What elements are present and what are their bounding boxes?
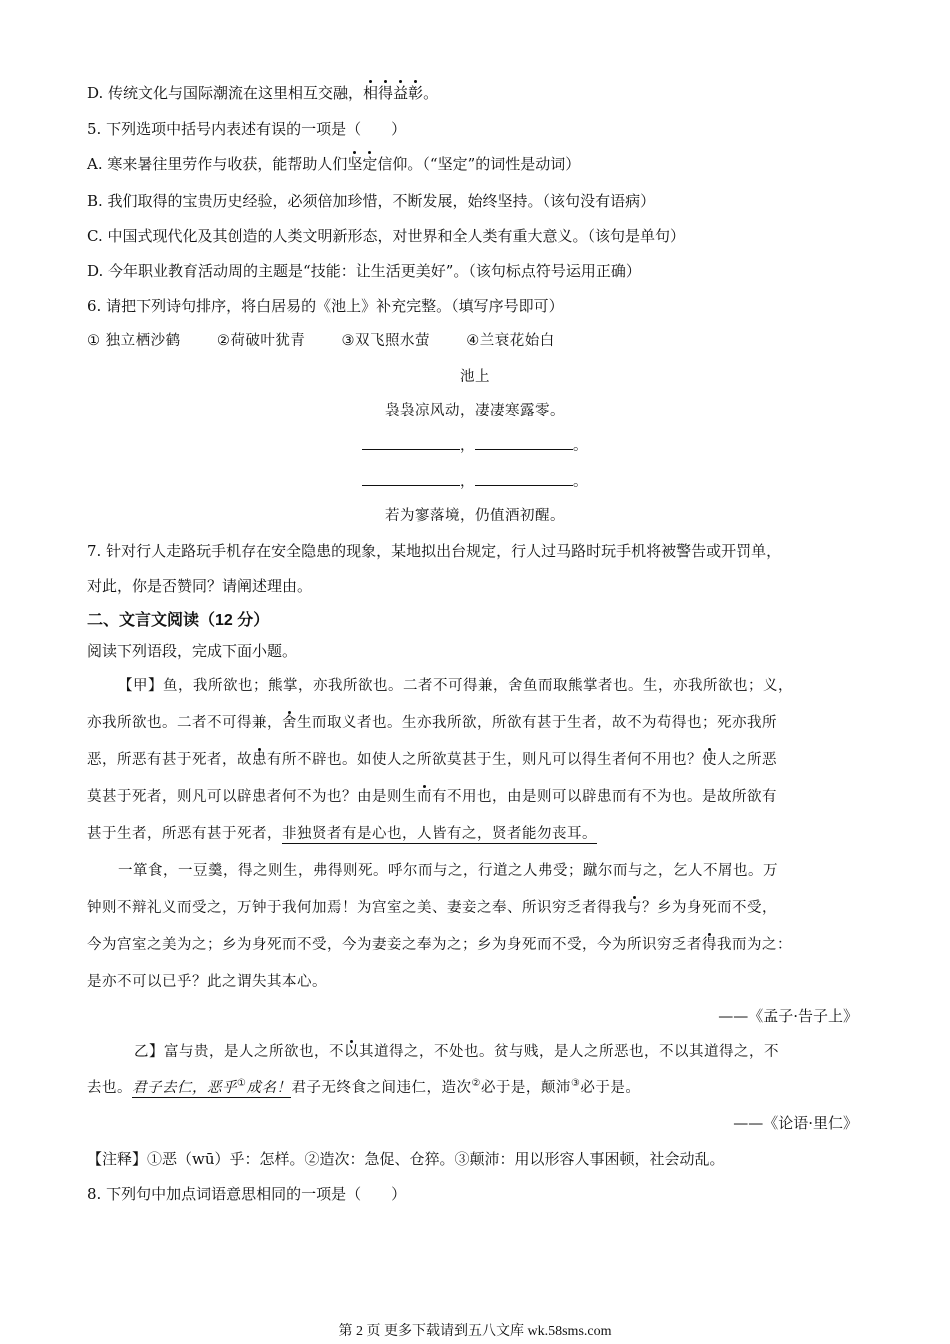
q7-line-2: 对此，你是否赞同？请阐述理由。 bbox=[87, 577, 313, 595]
q7-line-1: 7. 针对行人走路玩手机存在安全隐患的现象，某地拟出台规定，行人过马路时玩手机将被警告或开罚单， bbox=[87, 542, 782, 560]
underlined-sentence: 非独贤者有是心也，人皆有之，贤者能勿丧耳。 bbox=[282, 826, 597, 842]
passage-yi-line-1: 乙】富与贵，是人之所欲也，不以其道得之，不处也。贫与贱，是人之所恶也，不以其道得之，不 bbox=[134, 1044, 779, 1060]
answer-blank[interactable] bbox=[475, 436, 573, 450]
poem-line-4: 若为寥落境，仍值酒初醒。 bbox=[385, 508, 565, 524]
passage-yi-source: ——《论语·里仁》 bbox=[733, 1114, 858, 1132]
passage-jia-source: ——《孟子·告子上》 bbox=[718, 1007, 858, 1025]
answer-blank[interactable] bbox=[475, 472, 573, 486]
poem-blank-line-2: ， 。 bbox=[0, 436, 950, 456]
passage-jia-line-4: 莫甚于死者，则凡可以辟患者何不为也？由是则生而有不用也，由是则可以辟患而有不为也。是故所欲有 bbox=[87, 789, 777, 805]
dotted-char: 坚 bbox=[347, 155, 363, 173]
passage-jia-line-5: 甚于生者，所恶有甚于死者，非独贤者有是心也，人皆有之，贤者能勿丧耳。 bbox=[87, 826, 597, 842]
dotted-char: 相 bbox=[363, 84, 379, 102]
passage-jia-line-3: 恶，所恶有甚于死者，故患有所不辟也。如使人之所欲莫甚于生，则凡可以得生者何不用也？使人之所恶 bbox=[87, 752, 777, 768]
passage-jia-line-1: 【甲】鱼，我所欲也；熊掌，亦我所欲也。二者不可得兼，舍鱼而取熊掌者也。生，亦我所欲也；义， bbox=[118, 678, 793, 694]
dotted-char: 得 bbox=[702, 937, 717, 953]
passage-jia-line-6: 一箪食，一豆羹，得之则生，弗得则死。呼尔而与之，行道之人弗受；蹴尔而与之，乞人不屑也。万 bbox=[118, 863, 778, 879]
passage-jia-line-2: 亦我所欲也。二者不可得兼，舍生而取义者也。生亦我所欲，所欲有甚于生者，故不为苟得也；死亦我所 bbox=[87, 715, 777, 731]
q5-option-d: D. 今年职业教育活动周的主题是“技能：让生活更美好”。（该句标点符号运用正确） bbox=[87, 262, 641, 280]
dotted-char: 而 bbox=[417, 789, 432, 805]
q6-options bbox=[87, 331, 555, 351]
dotted-char: 与 bbox=[627, 900, 642, 916]
answer-blank[interactable] bbox=[362, 472, 460, 486]
q4-option-d: D. 传统文化与国际潮流在这里相互交融，相得益彰。 bbox=[87, 84, 439, 102]
dotted-char: 定 bbox=[362, 155, 378, 173]
dotted-char: 患 bbox=[252, 752, 267, 768]
annotation-note: 【注释】①恶（wū）乎：怎样。②造次：急促、仓猝。③颠沛：用以形容人事困顿，社会动乱。 bbox=[87, 1150, 725, 1168]
q6-option: ②荷破叶犹青 bbox=[216, 333, 306, 349]
answer-blank[interactable] bbox=[362, 436, 460, 450]
q6-stem: 6. 请把下列诗句排序，将白居易的《池上》补充完整。（填写序号即可） bbox=[87, 297, 564, 315]
underlined-sentence: 君子去仁，恶乎①成名！ bbox=[132, 1078, 292, 1096]
poem-title: 池上 bbox=[460, 369, 490, 385]
passage-yi-line-2: 去也。君子去仁，恶乎①成名！君子无终食之间违仁，造次②必于是，颠沛③必于是。 bbox=[87, 1078, 641, 1096]
passage-jia-line-8: 今为宫室之美为之；乡为身死而不受，今为妻妾之奉为之；乡为身死而不受，今为所识穷乏者得我而为之： bbox=[87, 937, 792, 953]
q6-option: ① 独立栖沙鹤 bbox=[87, 333, 181, 349]
poem-line-1: 袅袅凉风动，凄凄寒露零。 bbox=[385, 403, 565, 419]
poem-blank-line-3: ， 。 bbox=[0, 472, 950, 492]
dotted-char: 使 bbox=[702, 752, 717, 768]
section-instruction: 阅读下列语段，完成下面小题。 bbox=[87, 642, 298, 660]
q6-option: ④兰衰花始白 bbox=[466, 333, 555, 349]
passage-jia-line-9: 是亦不可以已乎？此之谓失其本心。 bbox=[87, 974, 327, 990]
section-heading: 二、文言文阅读（12 分） bbox=[87, 612, 270, 629]
dotted-char: 得 bbox=[378, 84, 394, 102]
q5-option-c: C. 中国式现代化及其创造的人类文明新形态，对世界和全人类有重大意义。（该句是单句） bbox=[87, 227, 685, 245]
q5-option-b: B. 我们取得的宝贵历史经验，必须倍加珍惜，不断发展，始终坚持。（该句没有语病） bbox=[87, 192, 656, 210]
q5-option-a: A. 寒来暑往里劳作与收获，能帮助人们坚定信仰。（“坚定”的词性是动词） bbox=[87, 155, 581, 173]
dotted-char: 彰 bbox=[408, 84, 424, 102]
page-footer: 第 2 页 更多下载请到五八文库 wk.58sms.com bbox=[338, 1324, 612, 1339]
dotted-char: 以 bbox=[344, 1044, 359, 1060]
dotted-char: 益 bbox=[393, 84, 409, 102]
q6-option: ③双飞照水萤 bbox=[341, 333, 431, 349]
q8-stem: 8. 下列句中加点词语意思相同的一项是（ ） bbox=[87, 1185, 407, 1203]
passage-jia-line-7: 钟则不辩礼义而受之，万钟于我何加焉！为宫室之美、妻妾之奉、所识穷乏者得我与？乡为身死而不受， bbox=[87, 900, 777, 916]
dotted-char: 舍 bbox=[282, 715, 297, 731]
q5-stem: 5. 下列选项中括号内表述有误的一项是（ ） bbox=[87, 120, 407, 138]
